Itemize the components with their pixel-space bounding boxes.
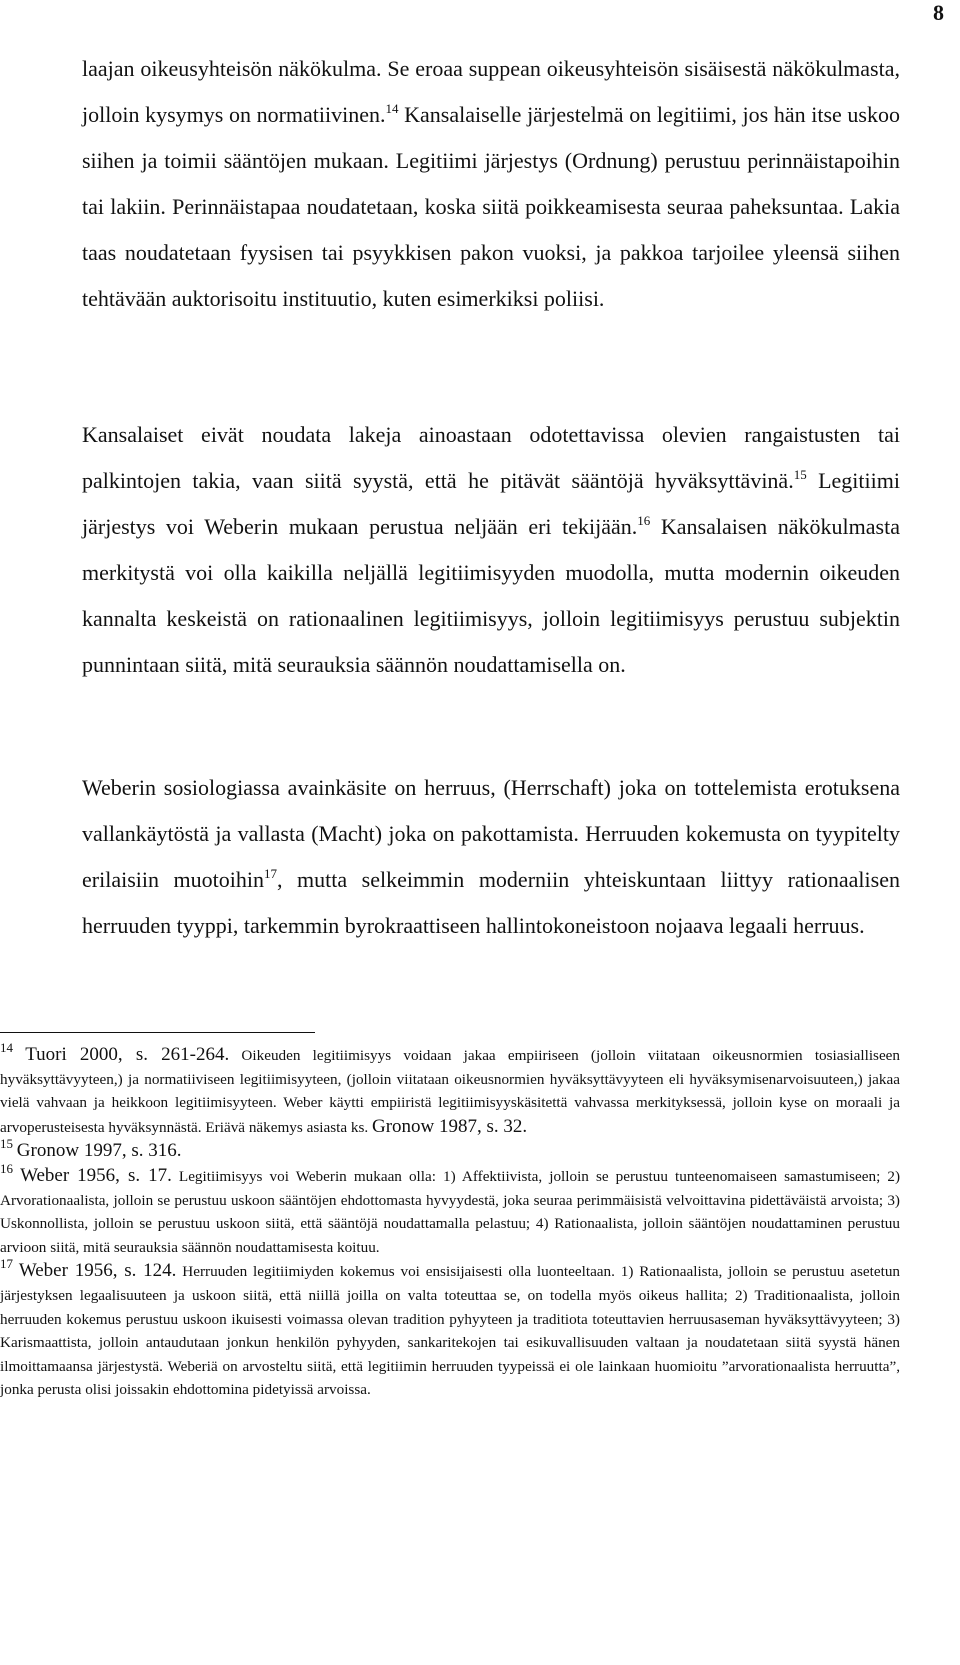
- footnote-17: [0, 1256, 901, 1402]
- footnote-number: 17: [0, 1256, 13, 1272]
- footnote-ref-15[interactable]: 15: [793, 467, 807, 482]
- footnote-number: 16: [0, 1160, 13, 1176]
- page-number: 8: [933, 0, 944, 25]
- body-paragraph-1: [82, 46, 900, 322]
- footnote-citation: Gronow 1997, s. 316.: [16, 1140, 182, 1162]
- footnote-15: [0, 1136, 900, 1164]
- footnote-ref-16[interactable]: 16: [637, 513, 651, 528]
- footnote-citation: Tuori 2000, s. 261-264.: [25, 1044, 230, 1065]
- footnote-text: Legitiimisyys voi Weberin mukaan olla: 1) Affektiivista, jolloin se perustuu tunteenomaiseen samastumiseen; 2) Arvorationaalista, jolloin se perustuu uskoon sääntöjen ehdottomasta hyvyydestä, joka seuraa perimmäisistä velvoittavina pidettäväistä arvoista; 3) Uskonnollista, jolloin se perustuu uskoon siitä, että sääntöjä noudattamalla pelastuu; 4) Rationaalista, jolloin sääntöjen noudattaminen perustuu arvioon siitä, mitä seurauksia säännön noudattamisesta koituu.: [0, 1167, 901, 1256]
- footnote-16: [0, 1160, 901, 1259]
- footnote-number: 15: [0, 1136, 13, 1152]
- paragraph-text: Kansalaisen näkökulmasta merkitystä voi olla kaikilla neljällä legitiimisyyden muodolla, mutta modernin oikeuden kannalta keskeistä on rationaalinen legitiimisyys, jolloin legitiimisyys perustuu subjektin punnintaan siitä, mitä seurauksia säännön noudattamisella on.: [82, 514, 900, 677]
- body-paragraph-3: [82, 765, 900, 949]
- footnote-number: 14: [0, 1040, 13, 1055]
- paragraph-text: , mutta selkeimmin moderniin yhteiskuntaan liittyy rationaalisen herruuden tyyppi, tarkemmin byrokraattiseen hallintokoneistoon nojaava legaali herruus.: [82, 867, 900, 938]
- paragraph-text: laajan oikeusyhteisön näkökulma. Se eroaa suppean oikeusyhteisön sisäisestä näkökulmasta, jolloin kysymys on normatiivinen.: [82, 56, 900, 127]
- footnote-ref-14[interactable]: 14: [385, 101, 399, 116]
- footnote-ref-17[interactable]: 17: [263, 866, 277, 881]
- footnotes: [0, 1040, 901, 1402]
- footnote-text: Herruuden legitiimiyden kokemus voi ensisijaisesti olla luonteeltaan. 1) Rationaalista, jolloin se perustuu asetetun järjestyksen legaalisuuteen ja uskoon siitä, että niillä joilla on valta toteuttaa se, on todella myös oikeus hallita; 2) Traditionaalista, jolloin herruuden kokemus perustuu uskoon ikuisesti voimassa olevan tradition pyhyyteen ja traditiota toteuttavien herruusaseman hyväksyttävyyteen; 3) Karismaattista, jolloin antaudutaan jonkun henkilön pyhyyden, sankaritekojen tai esikuvallisuuden valtaan ja noudatetaan siitä syystä hänen ilmoittamaansa järjestystä. Weberiä on arvosteltu siitä, että legitiimin herruuden tyypeissä ei ole lainkaan huomioitu ”arvorationaalista herruutta”, jonka perusta olisi joissakin ehdottomina pidetyissä arvoissa.: [0, 1263, 901, 1399]
- footnote-citation: Weber 1956, s. 124.: [18, 1260, 177, 1282]
- paragraph-text: Legitiimi järjestys voi Weberin mukaan perustua neljään eri tekijään.: [82, 468, 900, 539]
- footnote-citation: Weber 1956, s. 17.: [20, 1164, 172, 1186]
- footnote-14: [0, 1040, 901, 1139]
- body-paragraph-2: [82, 412, 900, 688]
- paragraph-text: Weberin sosiologiassa avainkäsite on herruus, (Herrschaft) joka on tottelemista erotuksena vallankäytöstä ja vallasta (Macht) joka on pakottamista. Herruuden kokemusta on tyypitelty erilaisiin muotoihin: [82, 775, 900, 892]
- footnote-text: Oikeuden legitiimisyys voidaan jakaa empiiriseen (jolloin viitataan oikeusnormien tosiasialliseen hyväksyttävyyteen,) ja normatiiviseen legitiimisyyteen, (jolloin viitataan oikeusnormien hyväksyttävyyteen eli hyväksymisenarvoisuuteen,) jakaa vielä vahvaan ja heikkoon legitiimisyyteen. Weber käytti empiiristä legitiimisyyskäsitettä vahvassa merkityksessä, jolloin kyse on moraali ja arvoperusteisesta hyväksynnästä. Eriävä näkemys asiasta ks.: [0, 1047, 901, 1136]
- paragraph-text: Kansalaiset eivät noudata lakeja ainoastaan odotettavissa olevien rangaistusten tai palkintojen takia, vaan siitä syystä, että he pitävät sääntöjä hyväksyttävinä.: [82, 422, 900, 493]
- paragraph-text: Kansalaiselle järjestelmä on legitiimi, jos hän itse uskoo siihen ja toimii sääntöjen mukaan. Legitiimi järjestys (Ordnung) perustuu perinnäistapoihin tai lakiin. Perinnäistapaa noudatetaan, koska siitä poikkeamisesta seuraa paheksuntaa. Lakia taas noudatetaan fyysisen tai psyykkisen pakon vuoksi, ja pakkoa tarjoilee yleensä siihen tehtävään auktorisoitu instituutio, kuten esimerkiksi poliisi.: [82, 102, 900, 311]
- footnote-citation: Gronow 1987, s. 32.: [371, 1115, 528, 1137]
- footnote-separator: [0, 1032, 315, 1033]
